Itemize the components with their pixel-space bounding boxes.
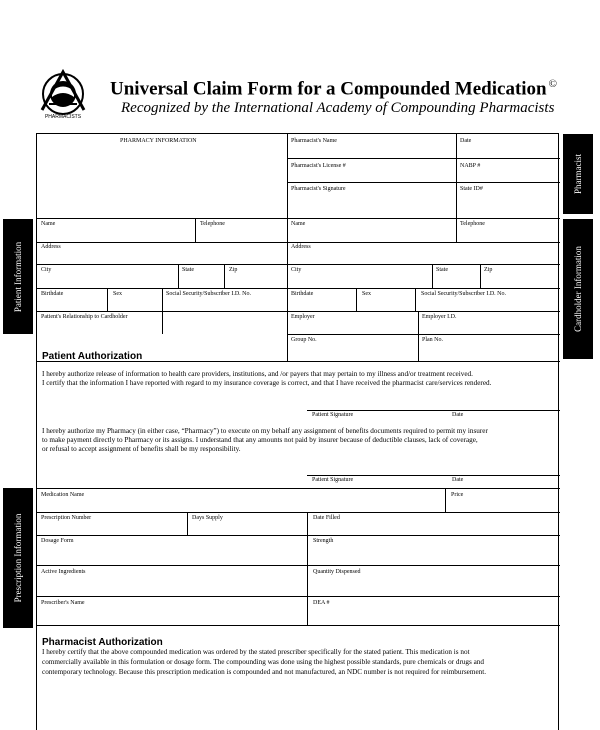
patient-date-label-2: Date xyxy=(452,477,464,483)
patient-auth-line-1: I hereby authorize release of information to health care providers, institutions, and /or payers that may pertain to my illness and/or treatment received. xyxy=(42,370,473,378)
state-id-label: State ID# xyxy=(460,186,483,192)
cardholder-name-label: Name xyxy=(291,221,306,227)
svg-text:PHARMACISTS: PHARMACISTS xyxy=(44,114,82,120)
cardholder-zip-label: Zip xyxy=(484,267,493,273)
days-supply-label: Days Supply xyxy=(192,515,223,521)
patient-zip-label: Zip xyxy=(229,267,238,273)
cardholder-address-label: Address xyxy=(291,244,311,250)
patient-address-label: Address xyxy=(41,244,61,250)
medication-name-label: Medication Name xyxy=(41,492,85,498)
cardholder-state-label: State xyxy=(436,267,448,273)
cardholder-telephone-label: Telephone xyxy=(460,221,485,227)
price-label: Price xyxy=(451,492,464,498)
patient-city-label: City xyxy=(41,267,52,273)
patient-name-label: Name xyxy=(41,221,56,227)
cardholder-sex-label: Sex xyxy=(362,291,371,297)
patient-auth-line-2: I certify that the information I have reported with regard to my insurance coverage is correct, and that I have received the pharmacist care/services rendered. xyxy=(42,379,492,387)
patient-auth-line-4: to make payment directly to Pharmacy or its assigns. I understand that any amounts not paid by insurer because of deductible clauses, lack of coverage, xyxy=(42,436,478,444)
dosage-form-label: Dosage Form xyxy=(41,538,74,544)
pharmacist-authorization-heading: Pharmacist Authorization xyxy=(42,637,163,648)
patient-state-label: State xyxy=(182,267,194,273)
strength-label: Strength xyxy=(313,538,334,544)
employer-id-label: Employer I.D. xyxy=(422,314,457,320)
patient-telephone-label: Telephone xyxy=(200,221,225,227)
patient-relationship-label: Patient's Relationship to Cardholder xyxy=(41,314,128,320)
cardholder-birthdate-label: Birthdate xyxy=(291,291,314,297)
patient-authorization-heading: Patient Authorization xyxy=(42,351,143,362)
tab-prescription-information: Prescription Information xyxy=(3,488,33,628)
pharmacist-license-label: Pharmacist's License # xyxy=(291,163,346,169)
tab-pharmacist: Pharmacist xyxy=(563,134,593,214)
pharmacist-auth-line-1: I hereby certify that the above compounded medication was ordered by the stated prescriber specifically for the stated patient. This medication is not xyxy=(42,648,470,656)
cardholder-ssn-label: Social Security/Subscriber I.D. No. xyxy=(421,291,506,297)
logo-emblem-icon xyxy=(34,64,92,122)
patient-signature-label-1: Patient Signature xyxy=(312,412,354,418)
page-subtitle: Recognized by the International Academy of Compounding Pharmacists xyxy=(121,100,555,116)
cardholder-city-label: City xyxy=(291,267,302,273)
quantity-dispensed-label: Quantity Dispensed xyxy=(313,569,361,575)
prescriber-name-label: Prescriber's Name xyxy=(41,600,85,606)
nabp-label: NABP # xyxy=(460,163,481,169)
group-no-label: Group No. xyxy=(291,337,317,343)
pharmacist-auth-line-3: contemporary technology. Because this prescription medication is compounded and not manufactured, an NDC number is not required for reimbursement. xyxy=(42,668,487,676)
claim-form xyxy=(36,133,559,730)
copyright-mark: © xyxy=(548,78,557,90)
employer-label: Employer xyxy=(291,314,315,320)
patient-birthdate-label: Birthdate xyxy=(41,291,64,297)
pharmacist-auth-line-2: commercially available in this formulation or dosage form. The compounding was done using the highest possible standards, pure chemicals or drugs and xyxy=(42,658,484,666)
prescription-number-label: Prescription Number xyxy=(41,515,92,521)
pharmacy-information-label: PHARMACY INFORMATION xyxy=(120,138,197,144)
pharmacist-signature-label: Pharmacist's Signature xyxy=(291,186,346,192)
dea-label: DEA # xyxy=(313,600,330,606)
patient-date-label-1: Date xyxy=(452,412,464,418)
patient-ssn-label: Social Security/Subscriber I.D. No. xyxy=(166,291,251,297)
active-ingredients-label: Active Ingredients xyxy=(41,569,86,575)
patient-sex-label: Sex xyxy=(113,291,122,297)
patient-auth-line-5: or refusal to accept assignment of benefits shall be my responsibility. xyxy=(42,445,241,453)
patient-auth-line-3: I hereby authorize my Pharmacy (in either case, “Pharmacy”) to execute on my behalf any assignment of benefits documents required to permit my insurer xyxy=(42,427,488,435)
pharmacy-date-label: Date xyxy=(460,138,472,144)
plan-no-label: Plan No. xyxy=(422,337,443,343)
patient-signature-label-2: Patient Signature xyxy=(312,477,354,483)
page-title: Universal Claim Form for a Compounded Medication © xyxy=(110,78,557,100)
pharmacist-name-label: Pharmacist's Name xyxy=(291,138,337,144)
tab-patient-information: Patient Information xyxy=(3,219,33,334)
date-filled-label: Date Filled xyxy=(313,515,340,521)
tab-cardholder-information: Cardholder Information xyxy=(563,219,593,359)
